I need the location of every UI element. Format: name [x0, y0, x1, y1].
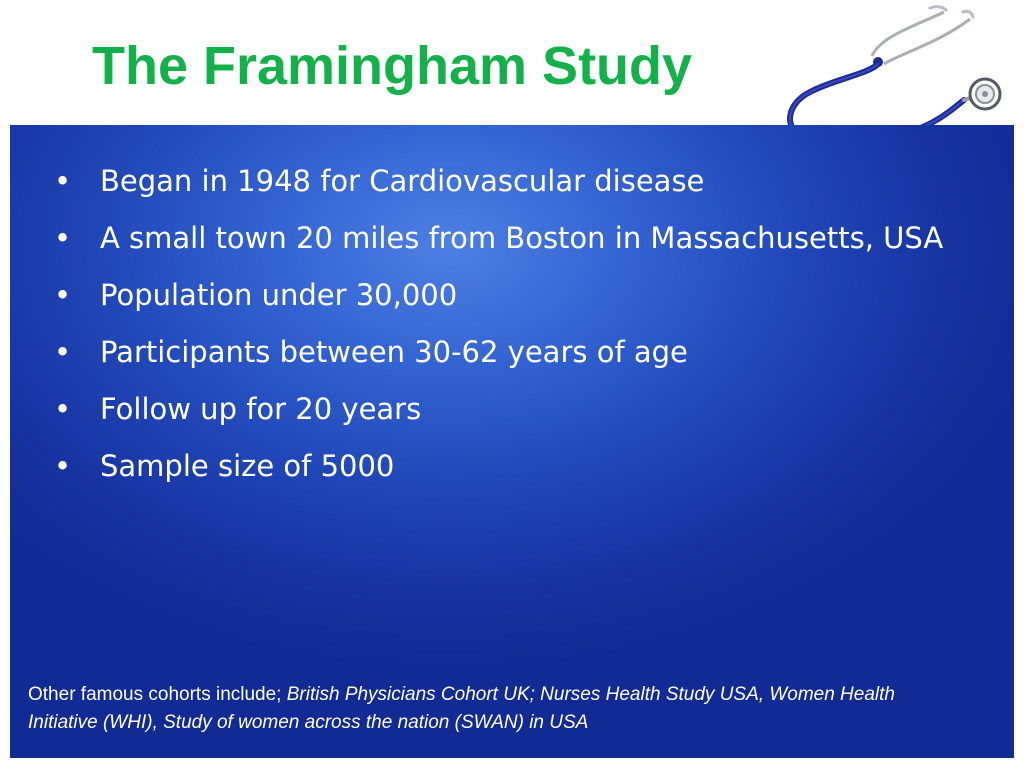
- slide-title: The Framingham Study: [92, 36, 693, 96]
- bullet-text: Follow up for 20 years: [100, 392, 422, 426]
- footer-lead-text: Other famous cohorts include;: [28, 684, 287, 705]
- bullet-item: [10, 442, 1014, 491]
- bullet-text: Participants between 30-62 years of age: [100, 335, 688, 369]
- bullet-dot: •: [54, 278, 72, 312]
- bullet-dot: •: [54, 449, 72, 483]
- bullet-dot: •: [54, 335, 72, 369]
- bullet-text: A small town 20 miles from Boston in Massachusetts, USA: [100, 221, 944, 255]
- bullet-dot: •: [54, 392, 72, 426]
- bullet-item: [10, 385, 1014, 434]
- bullet-item: [10, 271, 1014, 320]
- bullet-dot: •: [54, 164, 72, 198]
- bullet-text: Began in 1948 for Cardiovascular disease: [100, 164, 705, 198]
- bullet-dot: •: [54, 221, 72, 255]
- bullet-text: Sample size of 5000: [100, 449, 395, 483]
- bullet-item: [10, 157, 1014, 206]
- bullet-list: [10, 157, 1014, 499]
- bullet-text: Population under 30,000: [100, 278, 458, 312]
- bullet-item: [10, 328, 1014, 377]
- content-panel: [10, 125, 1014, 758]
- footer-cohort-list: British Physicians Cohort UK; Nurses Health Study USA, Women Health Initiative (WHI), Study of women across the nation (SWAN) in USA: [28, 684, 895, 733]
- bullet-item: [10, 214, 1014, 263]
- footer-note: [28, 681, 968, 737]
